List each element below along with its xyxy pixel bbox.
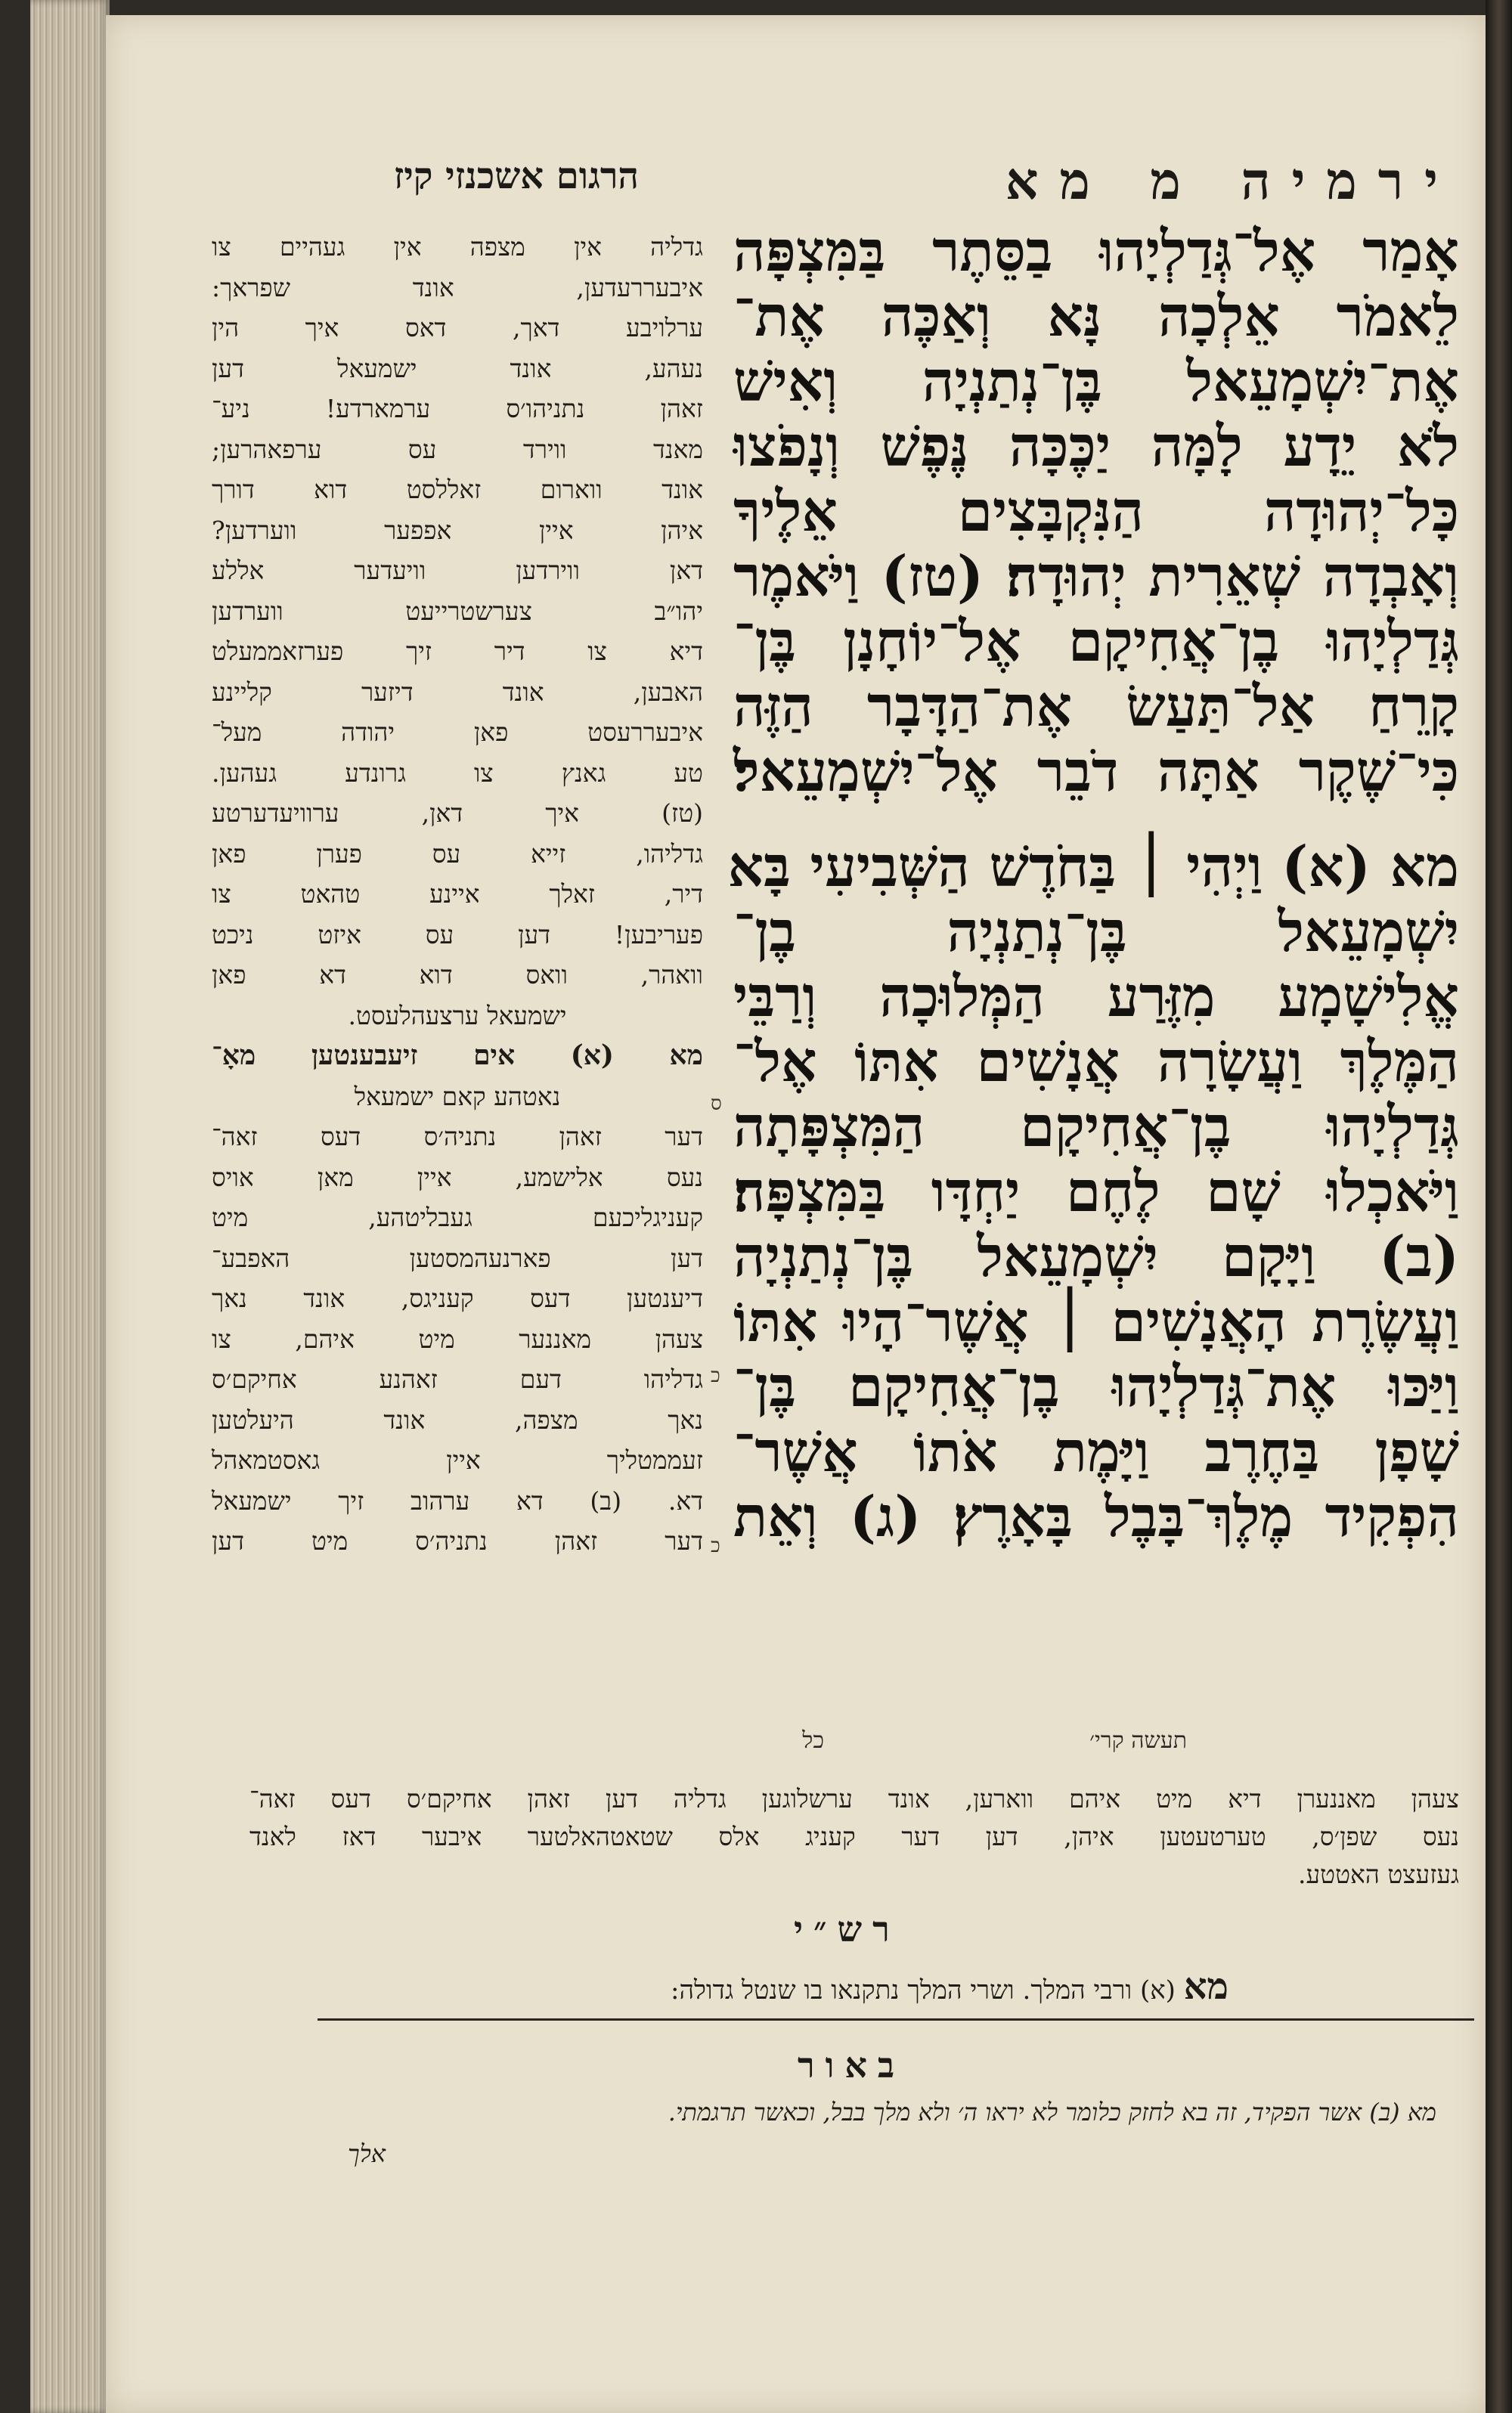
translation-line: דער זאהן נתניה׳ס דעס זאה־ bbox=[212, 1122, 703, 1151]
translation-line: פעריבען! דען עס איזט ניכט bbox=[212, 919, 703, 949]
book-page-edges bbox=[30, 0, 110, 2413]
translation-line: צעהן מאננערן דיא מיט איהם ווארען, אונד ערשלוגען גדליה דען זאהן אחיקם׳ס דעס זאה־ bbox=[249, 1784, 1459, 1814]
translation-chapter-heading: מא (א) אים זיעבענטען מאָ־ bbox=[212, 1039, 703, 1071]
translation-line: זאהן נתניהו׳ס ערמארדע! ניע־ bbox=[212, 394, 703, 423]
translation-line: ערלויבע דאך, דאס איך הין bbox=[212, 313, 703, 342]
translation-line: אונד ווארום זאללסט דוא דורך bbox=[212, 475, 703, 504]
running-header-right: ירמיה מ מא bbox=[1005, 151, 1459, 212]
rashi-heading: רש״י bbox=[794, 1909, 900, 1950]
translation-line: טע גאנץ צו גרונדע געהען. bbox=[212, 757, 703, 788]
section-divider bbox=[318, 2018, 1474, 2021]
main-line: הִפְקִיד מֶלֶךְ־בָּבֶל בָּאָרֶץ׃ (ג) וְאֵת bbox=[733, 1485, 1459, 1550]
rashi-commentary bbox=[246, 1965, 1228, 2008]
main-line: כָּל־יְהוּדָה הַנִּקְבָּצִים אֵלֶיךָ bbox=[733, 479, 1459, 544]
main-hebrew-column bbox=[727, 219, 1459, 1550]
translation-line: קעניגליכעם געבליטהע, מיט bbox=[212, 1203, 703, 1232]
main-line: גְּדַלְיָהוּ בֶן־אֲחִיקָם אֶל־יוֹחָנָן בֶּן־ bbox=[733, 609, 1459, 674]
rashi-chapter-label: מא bbox=[1183, 1965, 1228, 2008]
keri-note: כל bbox=[802, 1727, 824, 1754]
main-line: לֵאמֹר אֵלְכָה נָּא וְאַכֶּה אֶת־ bbox=[733, 284, 1459, 349]
translation-line: יהו״ב צערשטרייעט ווערדען bbox=[212, 596, 703, 626]
translation-line: דאן ווירדען וויעדער אללע bbox=[212, 556, 703, 585]
main-line: אָמַר אֶל־גְּדַלְיָהוּ בַסֵּתֶר בַּמִּצְפָּה bbox=[733, 219, 1459, 284]
margin-note: כ bbox=[711, 1364, 720, 1387]
translation-line: גדליהו, זייא עס פערן פאן bbox=[212, 838, 703, 869]
translation-line: דא. (ב) דא ערהוב זיך ישמעאל bbox=[212, 1485, 703, 1516]
translation-line: גדליה אין מצפה אין געהיים צו bbox=[212, 232, 703, 262]
translation-continuation bbox=[249, 1780, 1459, 1894]
main-line: וְאָבְדָה שְׁאֵרִית יְהוּדָה׃ (טז) וַיֹּאמֶר bbox=[733, 544, 1459, 609]
translation-line: נעהע, אונד ישמעאל דען bbox=[212, 353, 703, 383]
translation-line: דיא צו דיר זיך פערזאממעלט bbox=[212, 637, 703, 666]
main-line: הַמֶּלֶךְ וַעֲשָׂרָה אֲנָשִׁים אִתּוֹ אֶל־ bbox=[733, 1030, 1459, 1095]
translation-line: איבעררעסט פאן יהודה מעל־ bbox=[212, 717, 703, 747]
translation-line: ישמעאל ערצעהלעסט. bbox=[348, 1000, 567, 1030]
translation-line: (טז) איך דאן, ערוויעדערטע bbox=[212, 798, 703, 828]
german-translation-column bbox=[212, 227, 703, 1562]
book-spine bbox=[1486, 0, 1512, 2413]
main-line: וַיַּכּוּ אֶת־גְּדַלְיָהוּ בֶן־אֲחִיקָם בֶּן־ bbox=[733, 1355, 1459, 1420]
main-line: וַיֹּאכְלוּ שָׁם לֶחֶם יַחְדָּו בַּמִּצְפָּה׃ bbox=[733, 1160, 1459, 1225]
translation-line: האבען, אונד דיזער קליינע bbox=[212, 677, 703, 707]
chapter-start-line: מא (א) וַיְהִי ׀ בַּחֹדֶשׁ הַשְּׁבִיעִי בָּא bbox=[727, 835, 1459, 900]
main-line: לֹא יֵדָע לָמָּה יַכֶּכָּה נֶּפֶשׁ וְנָפֹצוּ bbox=[733, 414, 1459, 479]
main-line: קָרֵחַ אַל־תַּעַשׂ אֶת־הַדָּבָר הַזֶּה bbox=[733, 674, 1459, 739]
beur-heading: באור bbox=[798, 2045, 906, 2086]
main-line: (ב) וַיָּקָם יִשְׁמָעֵאל בֶּן־נְתַנְיָה bbox=[733, 1225, 1459, 1290]
translation-line: נעס אלישמע, איין מאן אויס bbox=[212, 1162, 703, 1192]
running-header-left: הרגום אשכנזי קיז bbox=[393, 155, 639, 197]
keri-note: תעשה קרי׳ bbox=[1089, 1727, 1187, 1754]
main-line: אֶת־יִשְׁמָעֵאל בֶּן־נְתַנְיָה וְאִישׁ bbox=[733, 349, 1459, 414]
main-line: גְּדַלְיָהוּ בֶן־אֲחִיקָם הַמִּצְפָּתָה bbox=[733, 1095, 1459, 1160]
main-line: שָׁפָן בַּחֶרֶב וַיָּמֶת אֹתוֹ אֲשֶׁר־ bbox=[733, 1420, 1459, 1485]
translation-line: דען פארנעהמסטען האפבע־ bbox=[212, 1243, 703, 1273]
translation-line: נאטהע קאם ישמעאל bbox=[354, 1081, 561, 1111]
translation-line: צעהן מאננער מיט איהם, צו bbox=[212, 1324, 703, 1354]
translation-line: איבעררעדען, אונד שפראך: bbox=[212, 272, 703, 302]
beur-commentary-line: אלך bbox=[348, 2139, 386, 2168]
translation-line: נעס שפן׳ס, טערטעטען איהן, דען דער קעניג אלס שטאטהאלטער איבער דאז לאנד bbox=[249, 1822, 1459, 1851]
translation-line: נאך מצפה, אונד היעלטען bbox=[212, 1405, 703, 1435]
translation-line: גדליהו דעם זאהנע אחיקם׳ס bbox=[212, 1364, 703, 1394]
translation-line: איהן איין אפפער ווערדען? bbox=[212, 515, 703, 545]
translation-line: זעממטליך איין גאסטמאהל bbox=[212, 1445, 703, 1475]
translation-line: דיענטען דעס קעניגס, אונד נאך bbox=[212, 1284, 703, 1313]
rashi-text: (א) ורבי המלך. ושרי המלך נתקנאו בו שנטל גדולה: bbox=[670, 1975, 1176, 2006]
main-line: וַעֲשֶׂרֶת הָאֲנָשִׁים ׀ אֲשֶׁר־הָיוּ אִתּוֹ bbox=[733, 1290, 1459, 1355]
main-line: יִשְׁמָעֵאל בֶּן־נְתַנְיָה בֶן־ bbox=[733, 900, 1459, 965]
translation-line: געזעצט האטטע. bbox=[1298, 1860, 1459, 1889]
main-line: אֱלִישָׁמָע מִזֶּרַע הַמְּלוּכָה וְרַבֵּי bbox=[733, 965, 1459, 1030]
translation-line: וואהר, וואס דוא דא פאן bbox=[212, 960, 703, 990]
translation-line: מאנד ווירד עס ערפאהרען; bbox=[212, 434, 703, 464]
beur-commentary-line: מא (ב) אשר הפקיד, זה בא לחזק כלומר לא יראו ה׳ ולא מלך בבל, וכאשר תרגמתי. bbox=[668, 2098, 1436, 2126]
main-line: כִּי־שֶׁקֶר אַתָּה דֹבֵר אֶל־יִשְׁמָעֵאל׃ bbox=[733, 739, 1459, 804]
margin-note: ס bbox=[711, 1092, 722, 1115]
translation-line: דער זאהן נתניה׳ס מיט דען bbox=[212, 1526, 703, 1556]
translation-line: דיר, זאלך איינע טהאט צו bbox=[212, 879, 703, 909]
margin-note: כ bbox=[711, 1535, 720, 1557]
